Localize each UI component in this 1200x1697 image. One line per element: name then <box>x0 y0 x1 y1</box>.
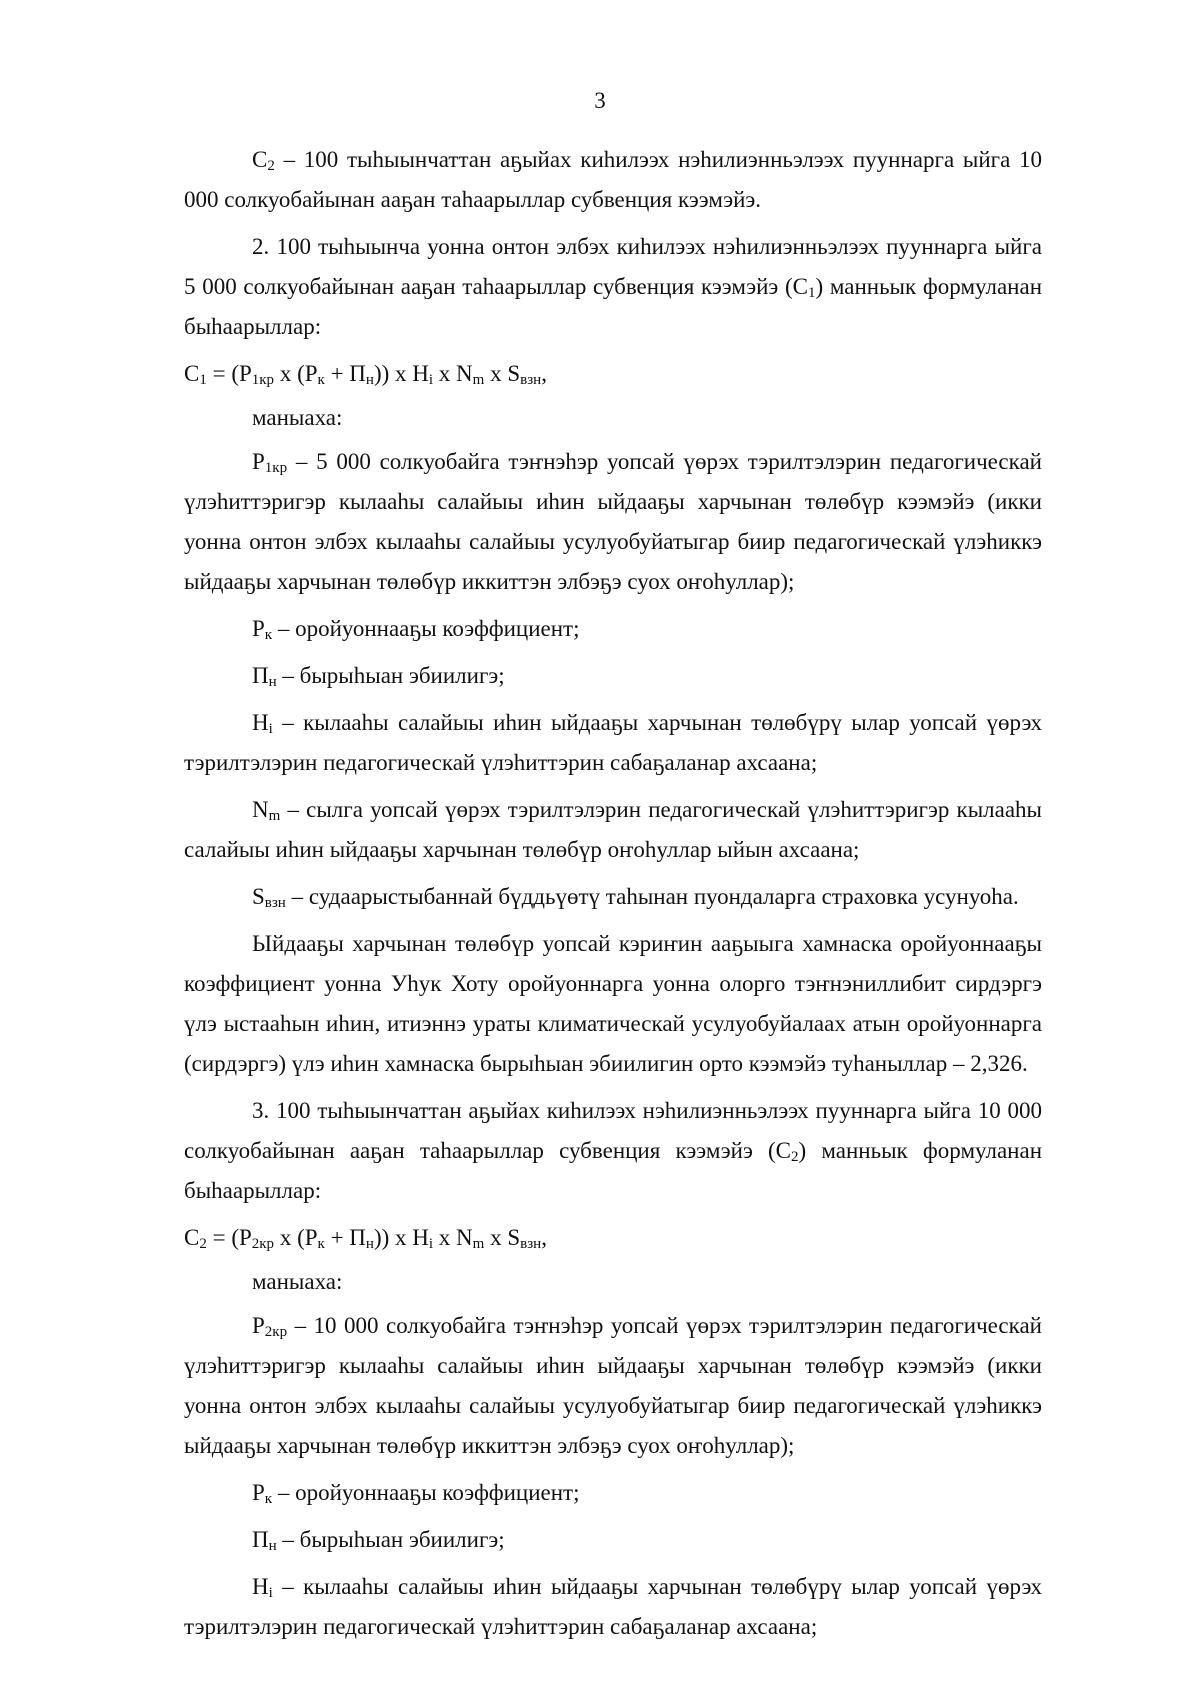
text-segment: – бырыһыан эбиилигэ; <box>276 1527 505 1552</box>
paragraph <box>184 1520 1042 1560</box>
text-segment: + П <box>324 361 366 386</box>
subscript: к <box>317 1236 325 1252</box>
subscript: 2кр <box>264 1324 288 1340</box>
text-segment: , <box>541 361 547 386</box>
subscript: 1кр <box>251 372 275 388</box>
subscript: взн <box>520 1236 542 1252</box>
text-segment: Р <box>252 1480 265 1505</box>
subscript: взн <box>264 895 286 911</box>
subscript: 2 <box>267 158 275 174</box>
text-segment: х N <box>433 361 473 386</box>
text-segment: Ыйдааҕы харчынан төлөбүр уопсай кэриҥин ааҕыыга хамнаска оройуоннааҕы коэффициент уонна Уһук Хоту оройуоннарга уонна олорго тэҥнэниллибит сирдэргэ үлэ ыстааһын иһин, итиэннэ ураты климатическай усулуобуйалаах атын оройуоннарга (сирдэргэ) үлэ иһин хамнаска бырыһыан эбиилигин орто кээмэйэ туһаныллар – 2,326. <box>184 931 1042 1076</box>
text-segment: = (Р <box>206 1225 252 1250</box>
text-segment: N <box>252 797 269 822</box>
page-number: 3 <box>594 88 606 113</box>
subscript: 2кр <box>251 1236 275 1252</box>
text-segment: , <box>541 1225 547 1250</box>
text-segment: – оройуоннааҕы коэффициент; <box>272 1480 580 1505</box>
text-segment: = (Р <box>206 361 252 386</box>
text-segment: Р <box>252 449 265 474</box>
paragraph <box>184 1262 1042 1302</box>
paragraph <box>184 877 1042 917</box>
subscript: i <box>428 1236 434 1252</box>
subscript: к <box>264 627 273 643</box>
document-body <box>184 140 1042 1654</box>
subscript: к <box>264 1491 273 1507</box>
text-segment: )) х Н <box>373 1225 429 1250</box>
subscript: m <box>472 1236 485 1252</box>
subscript: н <box>268 674 277 690</box>
subscript: взн <box>520 372 542 388</box>
subscript: н <box>268 1538 277 1554</box>
subscript: m <box>472 372 485 388</box>
subscript: 1 <box>807 285 816 301</box>
text-segment: х (Р <box>274 1225 318 1250</box>
text-segment: – сылга уопсай үөрэх тэрилтэлэрин педагогическай үлэһиттэригэр кылааһы салайыы иһин ыйдааҕы харчынан төлөбүр оҥоһуллар ыйын ахсаана; <box>184 797 1042 862</box>
text-segment: 3. 100 тыһыынчаттан аҕыйах киһилээх нэһилиэнньэлээх пууннарга ыйга 10 000 солкуобайынан ааҕан таһаарыллар субвенция кээмэйэ (С <box>184 1098 1042 1163</box>
subscript: н <box>365 372 374 388</box>
subscript: m <box>268 808 281 824</box>
text-segment: Р <box>252 1313 265 1338</box>
text-segment: С <box>184 1225 200 1250</box>
text-segment: х S <box>484 361 521 386</box>
paragraph <box>184 398 1042 438</box>
subscript: i <box>428 372 434 388</box>
paragraph <box>184 1473 1042 1513</box>
paragraph <box>184 442 1042 602</box>
subscript: i <box>268 1585 273 1601</box>
text-segment: ) манньык формуланан быһаарыллар: <box>184 1138 1043 1203</box>
subscript: 1кр <box>264 460 288 476</box>
text-segment: П <box>252 1527 269 1552</box>
text-segment: С <box>252 147 268 172</box>
subscript: 2 <box>199 1236 207 1252</box>
text-segment: – 10 000 солкуобайга тэҥнэһэр уопсай үөрэх тэрилтэлэрин педагогическай үлэһиттэригэр кылааһы салайыы иһин ыйдааҕы харчынан төлөбүр кээмэйэ (икки уонна онтон элбэх кылааһы салайыы усулуобуйатыгар биир педагогическай үлэһиккэ ыйдааҕы харчынан төлөбүр иккиттэн элбэҕэ суох оҥоһуллар); <box>184 1313 1042 1458</box>
text-segment: – кылааһы салайыы иһин ыйдааҕы харчынан төлөбүрү ылар уопсай үөрэх тэрилтэлэрин педагогическай үлэһиттэрин сабаҕаланар ахсаана; <box>184 710 1042 775</box>
text-segment: ) манньык формуланан быһаарыллар: <box>184 274 1042 339</box>
paragraph <box>184 140 1042 220</box>
text-segment: – оройуоннааҕы коэффициент; <box>272 616 580 641</box>
paragraph <box>184 924 1042 1084</box>
text-segment: – 5 000 солкуобайга тэҥнэһэр уопсай үөрэх тэрилтэлэрин педагогическай үлэһиттэригэр кылааһы салайыы иһин ыйдааҕы харчынан төлөбүр кээмэйэ (икки уонна онтон элбэх кылааһы салайыы усулуобуйатыгар биир педагогическай үлэһиккэ ыйдааҕы харчынан төлөбүр иккиттэн элбэҕэ суох оҥоһуллар); <box>184 449 1042 594</box>
text-segment: Н <box>252 710 269 735</box>
formula <box>184 354 1042 394</box>
paragraph <box>184 656 1042 696</box>
text-segment: х (Р <box>274 361 318 386</box>
subscript: к <box>317 372 325 388</box>
text-segment: – кылааһы салайыы иһин ыйдааҕы харчынан төлөбүрү ылар уопсай үөрэх тэрилтэлэрин педагогическай үлэһиттэрин сабаҕаланар ахсаана; <box>184 1574 1042 1639</box>
text-segment: маныаха: <box>252 405 343 430</box>
paragraph <box>184 1306 1042 1466</box>
paragraph <box>184 609 1042 649</box>
text-segment: 2. 100 тыһыынча уонна онтон элбэх киһилээх нэһилиэнньэлээх пууннарга ыйга 5 000 солкуобайынан ааҕан таһаарыллар субвенция кээмэйэ (С <box>184 234 1042 299</box>
subscript: н <box>365 1236 374 1252</box>
paragraph <box>184 703 1042 783</box>
paragraph <box>184 1567 1042 1647</box>
text-segment: С <box>184 361 200 386</box>
text-segment: П <box>252 663 269 688</box>
subscript: 2 <box>791 1149 799 1165</box>
text-segment: Р <box>252 616 265 641</box>
subscript: 1 <box>199 372 207 388</box>
formula <box>184 1218 1042 1258</box>
paragraph <box>184 227 1042 347</box>
text-segment: )) х Н <box>373 361 429 386</box>
text-segment: Н <box>252 1574 269 1599</box>
text-segment: х N <box>433 1225 473 1250</box>
text-segment: х S <box>484 1225 521 1250</box>
text-segment: – судаарыстыбаннай бүддьүөтү таһынан пуондаларга страховка усунуоһа. <box>285 884 1019 909</box>
text-segment: S <box>252 884 265 909</box>
text-segment: – бырыһыан эбиилигэ; <box>276 663 505 688</box>
text-segment: + П <box>324 1225 366 1250</box>
subscript: i <box>268 721 273 737</box>
paragraph <box>184 1091 1042 1211</box>
text-segment: маныаха: <box>252 1269 343 1294</box>
paragraph <box>184 790 1042 870</box>
text-segment: – 100 тыһыынчаттан аҕыйах киһилээх нэһилиэнньэлээх пууннарга ыйга 10 000 солкуобайынан ааҕан таһаарыллар субвенция кээмэйэ. <box>184 147 1042 212</box>
